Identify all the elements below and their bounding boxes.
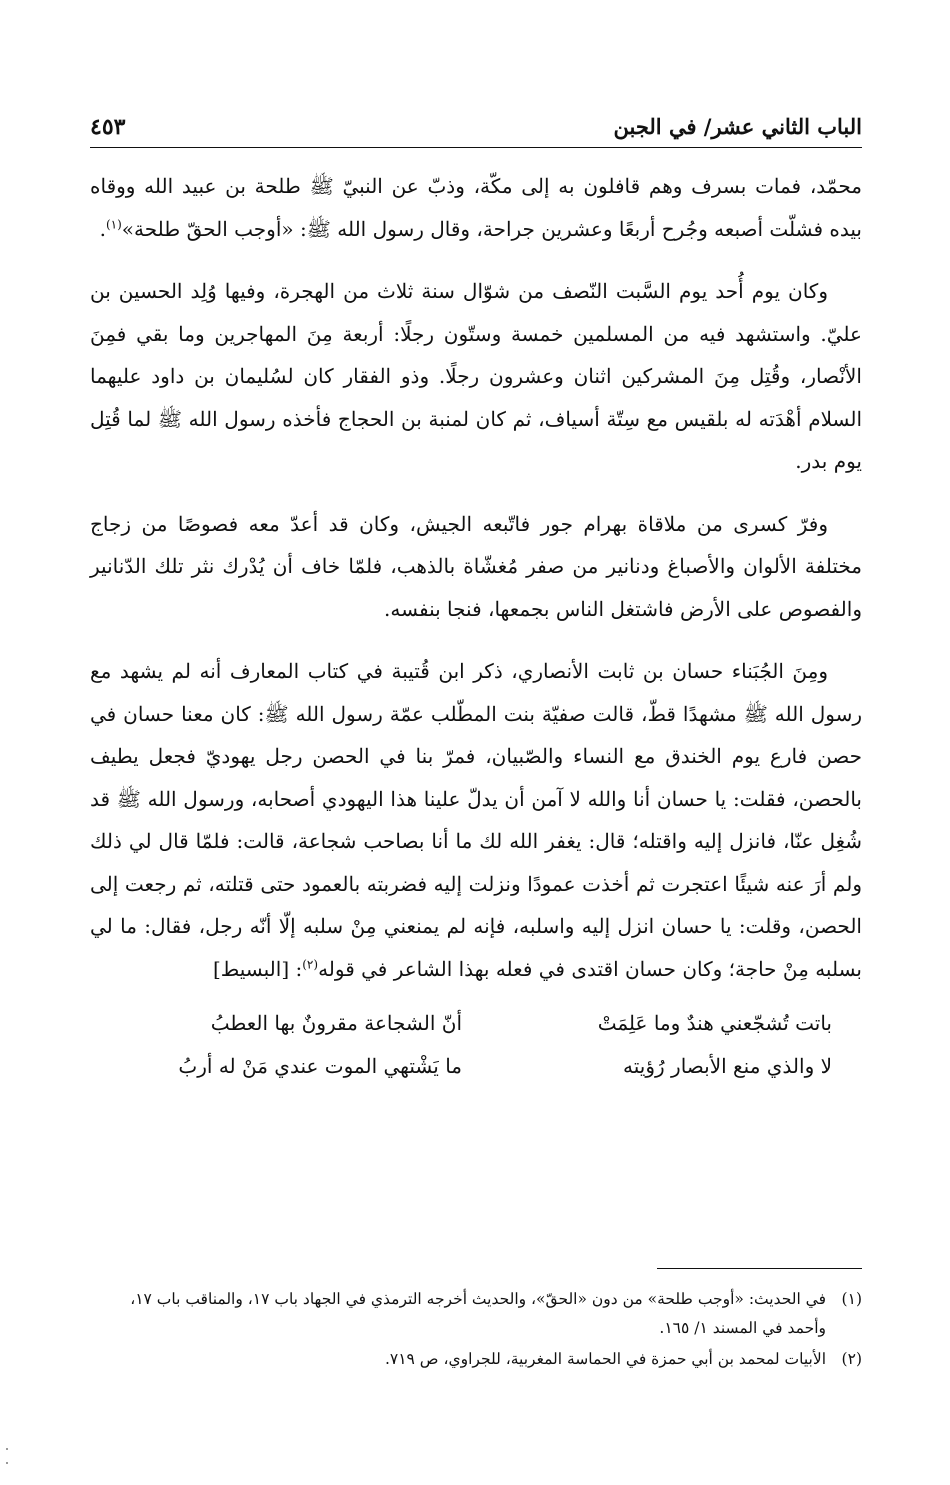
footnote-text: الأبيات لمحمد بن أبي حمزة في الحماسة المغربية، للجراوي، ص ٧١٩. bbox=[384, 1350, 826, 1368]
paragraph-4-text: ومِنَ الجُبَناء حسان بن ثابت الأنصاري، ذكر ابن قُتيبة في كتاب المعارف أنه لم يشهد مع رسول الله ﷺ مشهدًا قطّ، قالت صفيّة بنت المطّلب عمّة رسول الله ﷺ: كان معنا حسان في حصن فارع يوم الخندق مع النساء والصّبيان، فمرّ بنا في الحصن رجل يهوديّ فجعل يطيف بالحصن، فقلت: يا حسان أنا والله لا آمن أن يدلّ علينا هذا اليهودي أصحابه، ورسول الله ﷺ قد شُغِل عنّا، فانزل إليه واقتله؛ قال: يغفر الله لك ما أنا بصاحب شجاعة، قالت: فلمّا قال لي ذلك ولم أرَ عنه شيئًا اعتجرت ثم أخذت عمودًا ونزلت إليه فضربته بالعمود حتى قتلته، ثم رجعت إلى الحصن، وقلت: يا حسان انزل إليه واسلبه، فإنه لم يمنعني مِنْ سلبه إلّا أنّه رجل، فقال: ما لي بسلبه مِنْ حاجة؛ وكان حسان اقتدى في فعله بهذا الشاعر في قوله bbox=[90, 659, 863, 981]
paragraph-3 bbox=[90, 503, 862, 631]
footnote-rule bbox=[657, 1268, 862, 1269]
running-head bbox=[90, 110, 862, 150]
footnote-2 bbox=[90, 1345, 862, 1374]
footnote-text: في الحديث: «أوجب طلحة» من دون «الحقّ»، والحديث أخرجه الترمذي في الجهاد باب ١٧، والمناقب باب ١٧، وأحمد في المسند ١/ ١٦٥. bbox=[130, 1290, 826, 1337]
paragraph-1-tail: . bbox=[99, 216, 106, 241]
verse-second-hemistich: ما يَشْتهي الموت عندي مَنْ له أربُ bbox=[178, 1054, 462, 1078]
verse-second-hemistich: أنّ الشجاعة مقرونٌ بها العطبُ bbox=[210, 1011, 462, 1035]
poem-verse bbox=[90, 1045, 832, 1088]
verse-first-hemistich: باتت تُشجّعني هندٌ وما عَلِمَتْ bbox=[597, 1011, 832, 1035]
paragraph-2 bbox=[90, 270, 862, 483]
header-rule bbox=[90, 147, 862, 148]
scan-speck bbox=[6, 1448, 8, 1450]
paragraph-3-text: وفرّ كسرى من ملاقاة بهرام جور فاتّبعه الجيش، وكان قد أعدّ معه فصوصًا من زجاج مختلفة الألوان والأصباغ ودنانير من صفر مُغشّاة بالذهب، فلمّا خاف أن يُدْرك نثر تلك الدّنانير والفصوص على الأرض فاشتغل الناس بجمعها، فنجا بنفسه. bbox=[90, 511, 862, 621]
page-number: ٤٥٣ bbox=[90, 114, 126, 140]
footnotes bbox=[90, 1285, 862, 1376]
scan-speck bbox=[6, 1462, 8, 1464]
poem bbox=[90, 1002, 862, 1088]
poem-verse bbox=[90, 1002, 832, 1045]
paragraph-1 bbox=[90, 165, 862, 250]
paragraph-1-text: محمّد، فمات بسرف وهم قافلون به إلى مكّة، وذبّ عن النبيّ ﷺ طلحة بن عبيد الله ووقاه بيده فشلّت أصبعه وجُرح أربعًا وعشرين جراحة، وقال رسول الله ﷺ: «أوجب الحقّ طلحة» bbox=[90, 174, 862, 241]
footnote-ref-2: (٢) bbox=[302, 956, 319, 971]
verse-first-hemistich: لا والذي منع الأبصار رُؤيته bbox=[623, 1054, 832, 1078]
body-text bbox=[90, 165, 862, 1088]
paragraph-4-tail: : [البسيط] bbox=[212, 956, 303, 981]
footnote-marker: (٢) bbox=[841, 1350, 862, 1368]
paragraph-4 bbox=[90, 650, 862, 990]
running-title: الباب الثاني عشر/ في الجبن bbox=[613, 114, 862, 139]
footnote-ref-1: (١) bbox=[105, 216, 122, 231]
paragraph-2-text: وكان يوم أُحد يوم السَّبت النّصف من شوّال سنة ثلاث من الهجرة، وفيها وُلِد الحسين بن عليّ. واستشهد فيه من المسلمين خمسة وستّون رجلًا: أربعة مِنَ المهاجرين وما بقي فمِنَ الأنْصار، وقُتِل مِنَ المشركين اثنان وعشرون رجلًا. وذو الفقار كان لسُليمان بن داود عليهما السلام أهْدَته له بلقيس مع سِتّة أسياف، ثم كان لمنبة بن الحجاج فأخذه رسول الله ﷺ لما قُتِل يوم بدر. bbox=[90, 279, 862, 473]
footnote-marker: (١) bbox=[841, 1290, 862, 1308]
footnote-1 bbox=[90, 1285, 862, 1343]
